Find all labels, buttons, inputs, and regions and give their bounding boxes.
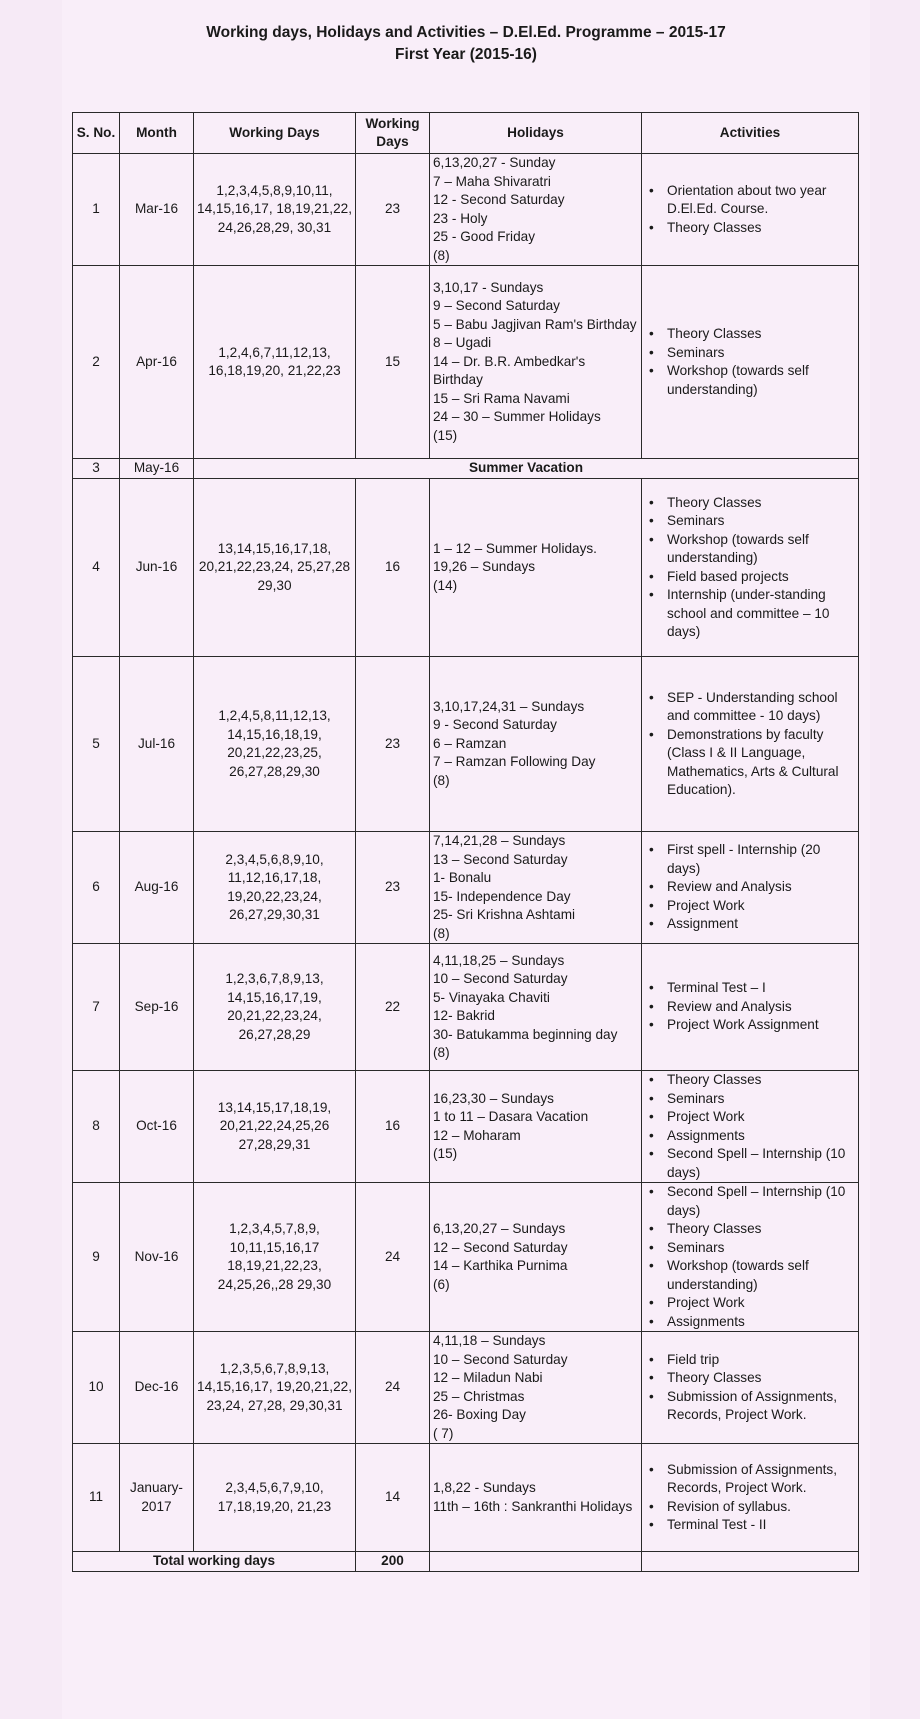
- holiday-line: (8): [433, 925, 450, 941]
- row-activities: [642, 657, 859, 832]
- activity-item: • Project Work: [667, 1108, 855, 1127]
- row-activities: [642, 1444, 859, 1552]
- row-working-days: 13,14,15,17,18,19, 20,21,22,24,25,26 27,28,29,31: [194, 1071, 356, 1183]
- holiday-line: 12 - Second Saturday: [433, 192, 565, 207]
- row-holidays: [430, 657, 642, 832]
- holiday-line: 6,13,20,27 – Sundays: [433, 1221, 566, 1236]
- row-working-days: 1,2,3,4,5,7,8,9, 10,11,15,16,17 18,19,21,22,23, 24,25,26,,28 29,30: [194, 1183, 356, 1332]
- document-title: [62, 22, 870, 66]
- activity-item: • Project Work: [667, 897, 855, 916]
- holiday-line: 16,23,30 – Sundays: [433, 1090, 554, 1106]
- table-row: [73, 154, 859, 266]
- activity-item: • Theory Classes: [667, 1369, 855, 1388]
- holiday-line: 6 – Ramzan: [433, 735, 507, 751]
- row-activities: [642, 266, 859, 459]
- activity-item: • Second Spell – Internship (10 days): [667, 1145, 855, 1182]
- table-row: [73, 832, 859, 944]
- table-row: [73, 266, 859, 459]
- holiday-line: 1,8,22 - Sundays: [433, 1480, 536, 1495]
- row-activities: [642, 944, 859, 1071]
- activity-item: • Workshop (towards self understanding): [667, 362, 855, 399]
- row-month: Apr-16: [120, 266, 194, 459]
- row-holidays: [430, 1444, 642, 1552]
- holiday-line: (14): [433, 577, 458, 593]
- total-label: Total working days: [73, 1552, 356, 1572]
- activity-item: • Second Spell – Internship (10 days): [667, 1183, 855, 1220]
- row-sno: 9: [73, 1183, 120, 1332]
- row-working-days-count: 16: [356, 479, 430, 657]
- row-sno: 11: [73, 1444, 120, 1552]
- holiday-line: 3,10,17,24,31 – Sundays: [433, 698, 585, 714]
- table-row: [73, 479, 859, 657]
- row-sno: 5: [73, 657, 120, 832]
- table-row: [73, 459, 859, 479]
- activity-item: • Workshop (towards self understanding): [667, 531, 855, 568]
- holiday-line: 5- Vinayaka Chaviti: [433, 989, 550, 1005]
- holiday-line: 8 – Ugadi: [433, 335, 492, 351]
- activity-list: [645, 182, 855, 238]
- row-activities: [642, 154, 859, 266]
- holiday-line: 12 – Second Saturday: [433, 1239, 568, 1255]
- holiday-line: 19,26 – Sundays: [433, 559, 536, 575]
- activity-list: [645, 1071, 855, 1182]
- row-sno: 8: [73, 1071, 120, 1183]
- activity-item: • Project Work: [667, 1294, 855, 1313]
- holiday-line: 10 – Second Saturday: [433, 1351, 568, 1367]
- holiday-line: 11th – 16th : Sankranthi Holidays: [433, 1498, 633, 1514]
- row-holidays: [430, 266, 642, 459]
- holiday-line: 14 – Dr. B.R. Ambedkar's Birthday: [433, 353, 586, 388]
- row-working-days-count: 23: [356, 657, 430, 832]
- activity-item: • SEP - Understanding school and committee - 10 days): [667, 689, 855, 726]
- activity-item: • Orientation about two year D.El.Ed. Course.: [667, 182, 855, 219]
- activity-item: • Theory Classes: [667, 1071, 855, 1090]
- title-line-2: First Year (2015-16): [395, 46, 537, 63]
- holiday-line: (6): [433, 1276, 450, 1292]
- row-holidays: [430, 154, 642, 266]
- row-month: Dec-16: [120, 1332, 194, 1444]
- row-working-days-count: 15: [356, 266, 430, 459]
- row-month: Oct-16: [120, 1071, 194, 1183]
- activity-list: [645, 689, 855, 800]
- activity-item: • Workshop (towards self understanding): [667, 1257, 855, 1294]
- row-month: Nov-16: [120, 1183, 194, 1332]
- activity-list: [645, 1183, 855, 1331]
- row-working-days: 2,3,4,5,6,7,9,10, 17,18,19,20, 21,23: [194, 1444, 356, 1552]
- activity-item: • Theory Classes: [667, 219, 855, 238]
- total-row: [73, 1552, 859, 1572]
- holiday-line: 7,14,21,28 – Sundays: [433, 833, 566, 848]
- holiday-line: 14 – Karthika Purnima: [433, 1258, 568, 1273]
- table-row: [73, 944, 859, 1071]
- row-working-days: 1,2,3,6,7,8,9,13, 14,15,16,17,19, 20,21,22,23,24, 26,27,28,29: [194, 944, 356, 1071]
- header-working-days-count: Working Days: [356, 113, 430, 154]
- table-row: [73, 1444, 859, 1552]
- activity-item: • Demonstrations by faculty (Class I & II Language, Mathematics, Arts & Cultural Education).: [667, 726, 855, 800]
- holiday-line: 12 – Moharam: [433, 1127, 521, 1143]
- activity-item: • First spell - Internship (20 days): [667, 841, 855, 878]
- row-month: Jun-16: [120, 479, 194, 657]
- holiday-line: 15 – Sri Rama Navami: [433, 390, 570, 406]
- activity-list: [645, 841, 855, 934]
- row-activities: [642, 1183, 859, 1332]
- row-working-days-count: 23: [356, 154, 430, 266]
- activity-item: • Revision of syllabus.: [667, 1498, 855, 1517]
- holiday-line: 1- Bonalu: [433, 870, 492, 885]
- row-holidays: [430, 1183, 642, 1332]
- total-empty-activities: [642, 1552, 859, 1572]
- activity-item: • Seminars: [667, 1239, 855, 1258]
- activity-item: • Field trip: [667, 1351, 855, 1370]
- header-month: Month: [120, 113, 194, 154]
- activity-item: • Theory Classes: [667, 325, 855, 344]
- holiday-line: (8): [433, 1045, 450, 1060]
- activity-item: • Theory Classes: [667, 494, 855, 513]
- row-working-days: 1,2,3,4,5,8,9,10,11, 14,15,16,17, 18,19,21,22, 24,26,28,29, 30,31: [194, 154, 356, 266]
- holiday-line: 9 – Second Saturday: [433, 298, 560, 314]
- row-working-days: 13,14,15,16,17,18, 20,21,22,23,24, 25,27,28 29,30: [194, 479, 356, 657]
- holiday-line: 12 – Miladun Nabi: [433, 1370, 543, 1385]
- holiday-line: (8): [433, 772, 450, 788]
- holiday-line: 9 - Second Saturday: [433, 717, 557, 733]
- holiday-line: 5 – Babu Jagjivan Ram's Birthday: [433, 316, 637, 332]
- row-activities: [642, 479, 859, 657]
- row-sno: 7: [73, 944, 120, 1071]
- activity-item: • Submission of Assignments, Records, Project Work.: [667, 1461, 855, 1498]
- holiday-line: 7 – Ramzan Following Day: [433, 754, 596, 770]
- holiday-line: 13 – Second Saturday: [433, 851, 568, 867]
- table-row: [73, 657, 859, 832]
- holiday-line: 6,13,20,27 - Sunday: [433, 155, 556, 170]
- row-activities: [642, 1332, 859, 1444]
- row-month: Mar-16: [120, 154, 194, 266]
- row-sno: 6: [73, 832, 120, 944]
- table-row: [73, 1332, 859, 1444]
- row-working-days-count: 22: [356, 944, 430, 1071]
- row-sno: 1: [73, 154, 120, 266]
- row-working-days-count: 23: [356, 832, 430, 944]
- holiday-line: 25- Sri Krishna Ashtami: [433, 907, 576, 922]
- row-vacation: Summer Vacation: [194, 459, 859, 479]
- row-holidays: [430, 1071, 642, 1183]
- row-sno: 3: [73, 459, 120, 479]
- holiday-line: 25 - Good Friday: [433, 229, 535, 244]
- holiday-line: 10 – Second Saturday: [433, 971, 568, 986]
- activity-item: • Review and Analysis: [667, 878, 855, 897]
- holiday-line: 1 to 11 – Dasara Vacation: [433, 1109, 589, 1124]
- row-working-days-count: 24: [356, 1183, 430, 1332]
- row-working-days: 1,2,4,6,7,11,12,13, 16,18,19,20, 21,22,23: [194, 266, 356, 459]
- row-holidays: [430, 1332, 642, 1444]
- row-sno: 10: [73, 1332, 120, 1444]
- row-activities: [642, 1071, 859, 1183]
- activity-item: • Terminal Test – I: [667, 979, 855, 998]
- activity-item: • Assignments: [667, 1127, 855, 1146]
- activity-item: • Field based projects: [667, 568, 855, 587]
- activity-item: • Internship (under-standing school and committee – 10 days): [667, 586, 855, 642]
- table-row: [73, 1071, 859, 1183]
- row-holidays: [430, 479, 642, 657]
- holiday-line: 15- Independence Day: [433, 888, 571, 904]
- row-working-days-count: 14: [356, 1444, 430, 1552]
- total-value: 200: [356, 1552, 430, 1572]
- row-sno: 4: [73, 479, 120, 657]
- holiday-line: 12- Bakrid: [433, 1008, 495, 1023]
- row-month: Jul-16: [120, 657, 194, 832]
- title-line-1: Working days, Holidays and Activities – D.El.Ed. Programme – 2015-17: [206, 24, 726, 41]
- holiday-line: 7 – Maha Shivaratri: [433, 173, 551, 189]
- holiday-line: 3,10,17 - Sundays: [433, 279, 544, 295]
- activity-list: [645, 1351, 855, 1425]
- row-sno: 2: [73, 266, 120, 459]
- holiday-line: ( 7): [433, 1425, 454, 1441]
- row-working-days: 2,3,4,5,6,8,9,10, 11,12,16,17,18, 19,20,22,23,24, 26,27,29,30,31: [194, 832, 356, 944]
- activity-item: • Seminars: [667, 512, 855, 531]
- activity-item: • Assignments: [667, 1313, 855, 1332]
- holiday-line: 26- Boxing Day: [433, 1407, 526, 1422]
- activity-item: • Project Work Assignment: [667, 1016, 855, 1035]
- activity-list: [645, 325, 855, 399]
- row-working-days-count: 24: [356, 1332, 430, 1444]
- activity-item: • Assignment: [667, 915, 855, 934]
- row-working-days: 1,2,3,5,6,7,8,9,13, 14,15,16,17, 19,20,21,22, 23,24, 27,28, 29,30,31: [194, 1332, 356, 1444]
- row-working-days: 1,2,4,5,8,11,12,13, 14,15,16,18,19, 20,21,22,23,25, 26,27,28,29,30: [194, 657, 356, 832]
- header-sno: S. No.: [73, 113, 120, 154]
- row-month: January-2017: [120, 1444, 194, 1552]
- holiday-line: (15): [433, 427, 458, 443]
- row-month: May-16: [120, 459, 194, 479]
- header-row: [73, 113, 859, 154]
- activity-list: [645, 494, 855, 642]
- header-working-days: Working Days: [194, 113, 356, 154]
- activity-item: • Submission of Assignments, Records, Project Work.: [667, 1388, 855, 1425]
- row-month: Aug-16: [120, 832, 194, 944]
- document-page: [62, 0, 870, 1719]
- activity-list: [645, 979, 855, 1035]
- total-empty-holidays: [430, 1552, 642, 1572]
- activity-list: [645, 1461, 855, 1535]
- row-holidays: [430, 944, 642, 1071]
- holiday-line: (15): [433, 1146, 458, 1161]
- row-working-days-count: 16: [356, 1071, 430, 1183]
- header-activities: Activities: [642, 113, 859, 154]
- activity-item: • Review and Analysis: [667, 998, 855, 1017]
- row-holidays: [430, 832, 642, 944]
- activity-item: • Terminal Test - II: [667, 1516, 855, 1535]
- header-holidays: Holidays: [430, 113, 642, 154]
- holiday-line: 25 – Christmas: [433, 1388, 525, 1404]
- row-activities: [642, 832, 859, 944]
- activity-item: • Seminars: [667, 1090, 855, 1109]
- holiday-line: 4,11,18 – Sundays: [433, 1333, 546, 1348]
- activity-item: • Seminars: [667, 344, 855, 363]
- activity-item: • Theory Classes: [667, 1220, 855, 1239]
- holiday-line: 23 - Holy: [433, 210, 488, 226]
- table-row: [73, 1183, 859, 1332]
- holiday-line: 1 – 12 – Summer Holidays.: [433, 540, 597, 556]
- holiday-line: 4,11,18,25 – Sundays: [433, 952, 565, 968]
- holiday-line: 30- Batukamma beginning day: [433, 1026, 618, 1042]
- calendar-table: [72, 112, 859, 1572]
- holiday-line: (8): [433, 247, 450, 263]
- row-month: Sep-16: [120, 944, 194, 1071]
- holiday-line: 24 – 30 – Summer Holidays: [433, 409, 601, 425]
